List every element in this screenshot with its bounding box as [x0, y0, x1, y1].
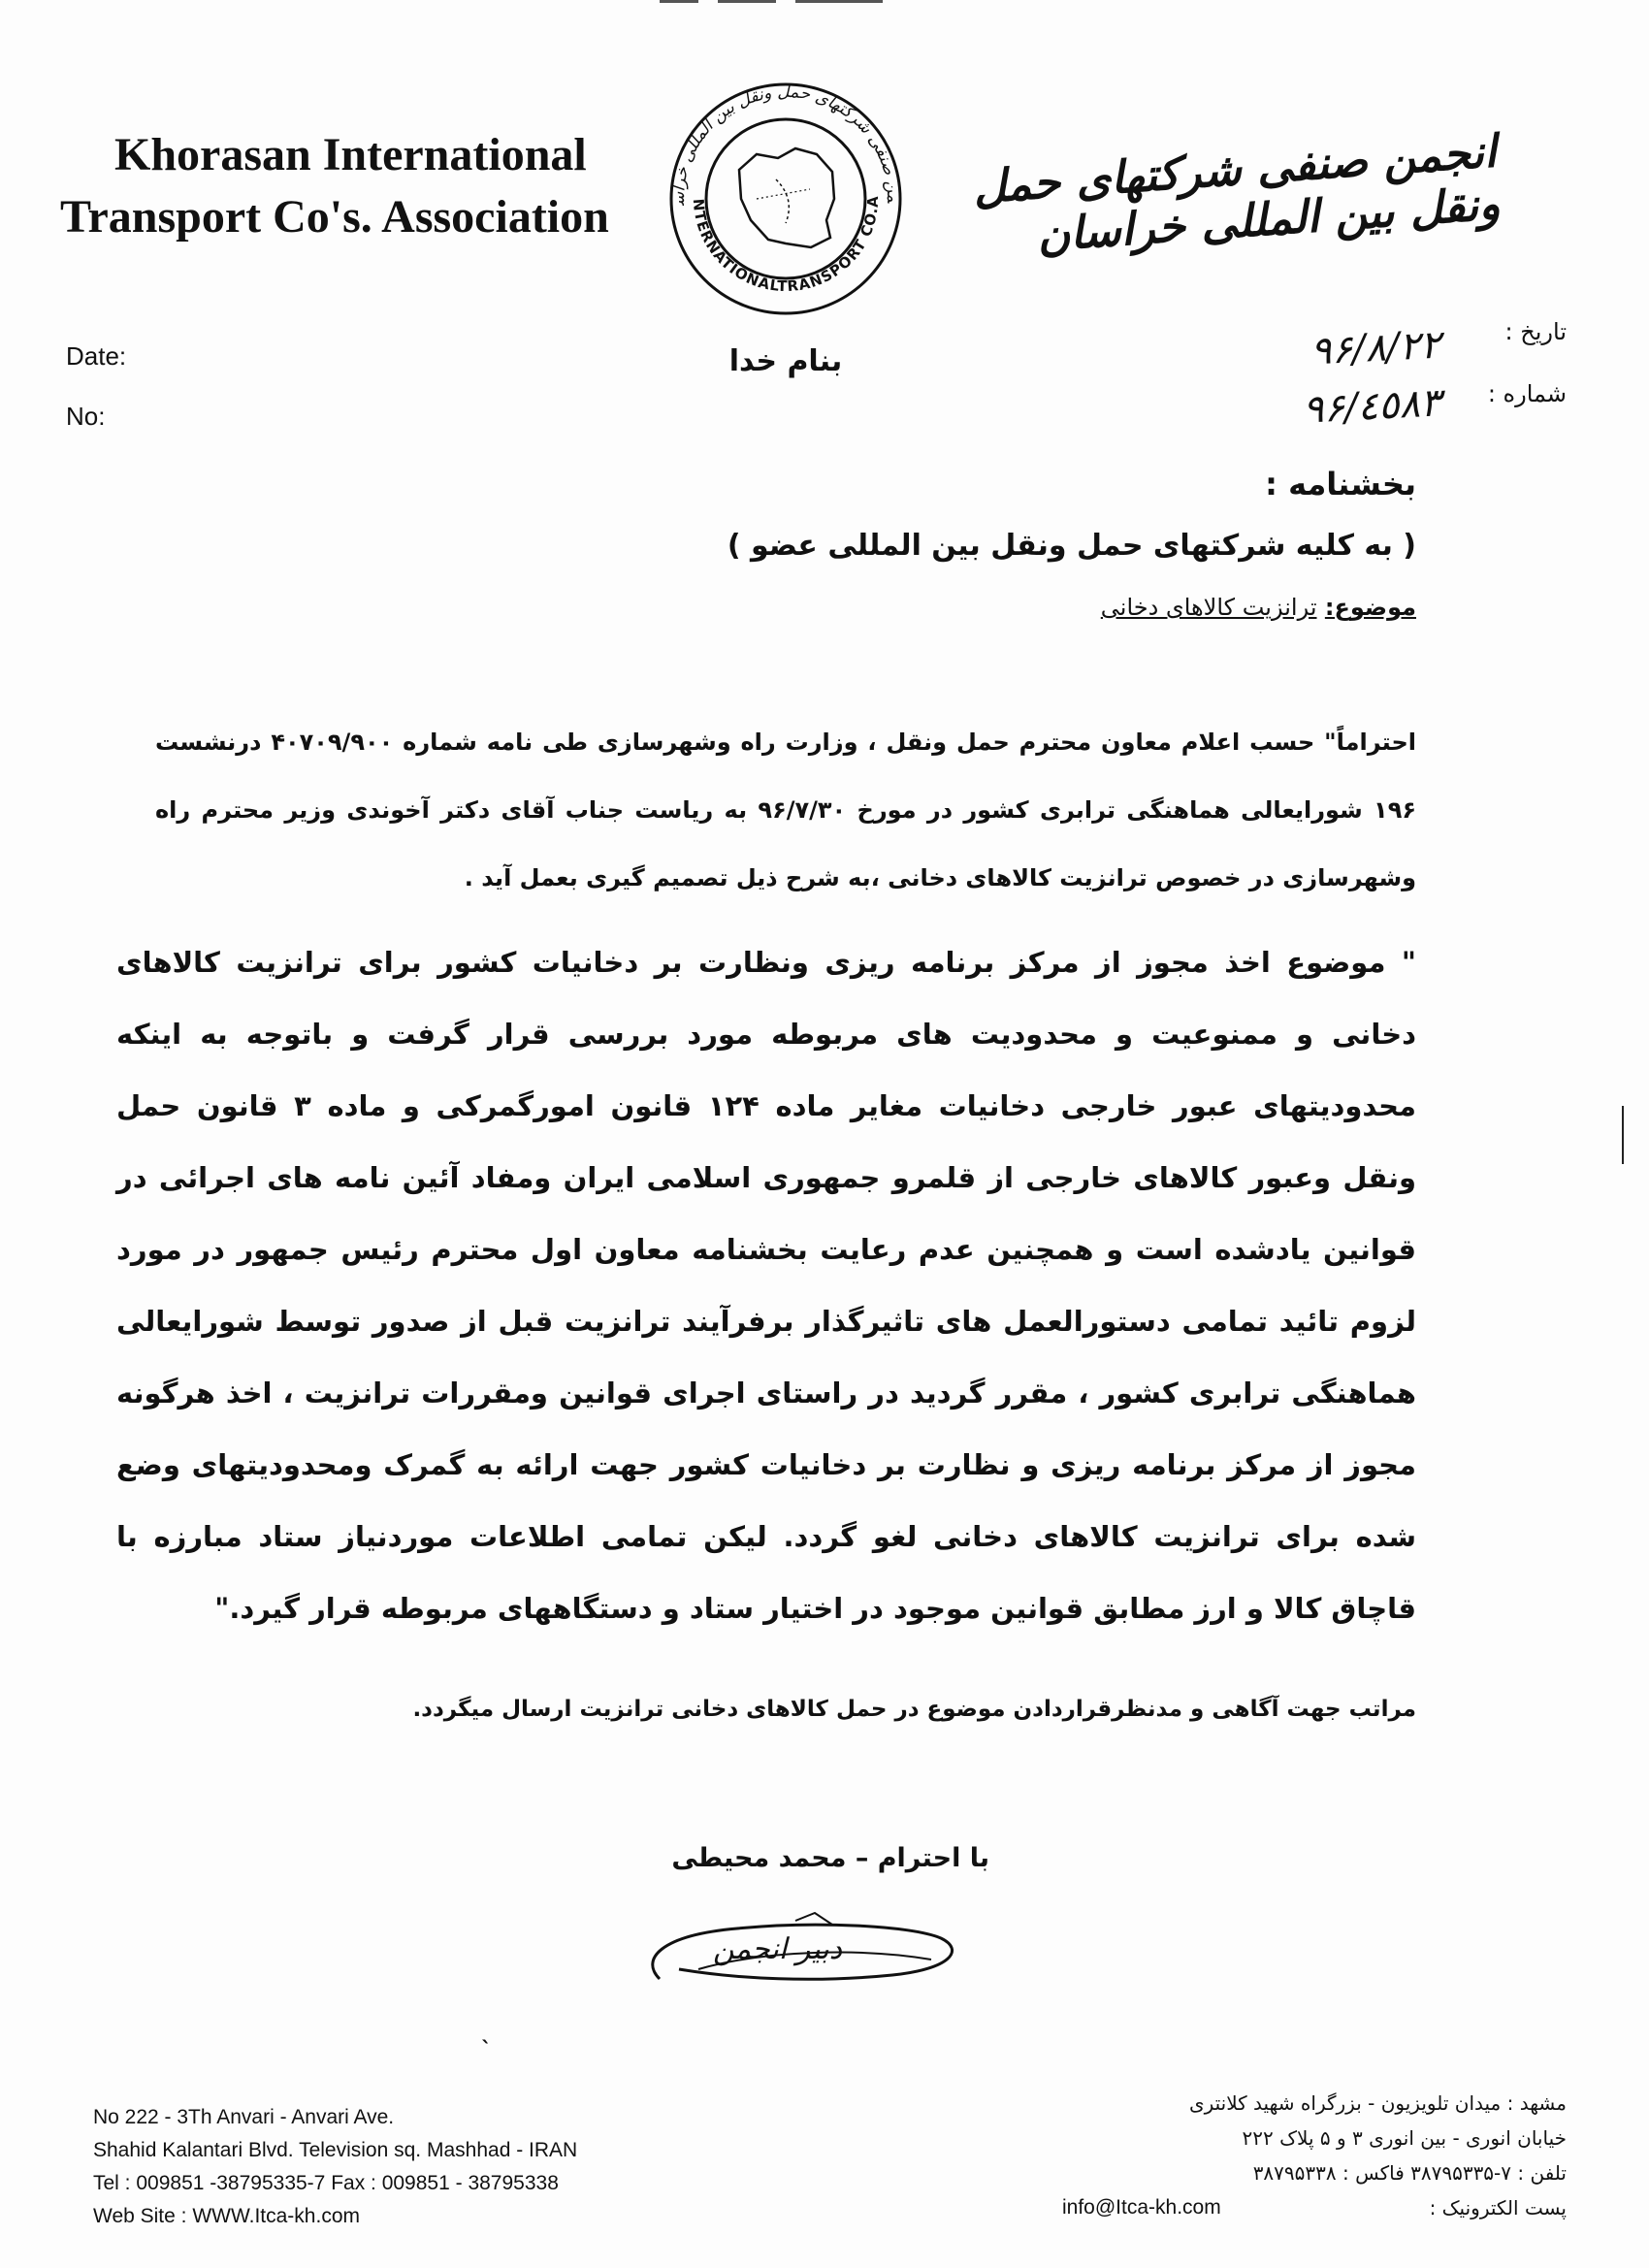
footer-website: Web Site : WWW.Itca-kh.com: [93, 2205, 360, 2227]
scan-artifact-line: [718, 0, 776, 3]
handwritten-signature-icon: [621, 1824, 989, 2018]
bismillah-heading: بنام خدا: [728, 344, 843, 378]
footer-english: [93, 2101, 577, 2233]
footer-persian: [1062, 2086, 1567, 2225]
footer-address-en-2: Shahid Kalantari Blvd. Television sq. Mashhad - IRAN: [93, 2139, 578, 2161]
letter-recipients: ( به کلیه شرکتهای حمل ونقل بین المللی عضو ): [727, 529, 1416, 563]
footer-address-en-1: No 222 - 3Th Anvari - Anvari Ave.: [93, 2106, 395, 2128]
footer-email-link[interactable]: info@Itca-kh.com: [1062, 2196, 1221, 2219]
association-name-en-line2: Transport Co's. Association: [60, 191, 609, 243]
date-label-fa: تاریخ :: [1504, 318, 1567, 345]
footer-email-row: [1062, 2190, 1567, 2225]
association-name-en-line1: Khorasan International: [114, 129, 587, 180]
scan-artifact-line: [660, 0, 698, 3]
letter-type: بخشنامه :: [1265, 466, 1416, 502]
footer-email-label: پست الکترونیک :: [1429, 2196, 1567, 2219]
stray-mark: ˎ: [481, 2020, 492, 2044]
footer-address-fa-1: مشهد : میدان تلویزیون - بزرگراه شهید کلانتری: [1188, 2091, 1567, 2115]
intro-paragraph: احتراماً" حسب اعلام معاون محترم حمل ونقل ، وزارت راه وشهرسازی طی نامه شماره ۴۰۷۰۹/۹۰۰ درنشست ۱۹۶ شورایعالی هماهنگی ترابری کشور در مورخ ۹۶/۷/۳۰ به ریاست جناب آقای دکتر آخوندی وزیر محترم راه وشهرسازی در خصوص ترانزیت کالاهای دخانی ،به شرح ذیل تصمیم گیری بعمل آید .: [155, 729, 1417, 891]
association-name-en: [60, 124, 623, 248]
association-logo-seal: [640, 53, 931, 344]
decision-paragraph: " موضوع اخذ مجوز از مرکز برنامه ریزی ونظارت بر دخانیات کشور برای ترانزیت کالاهای دخانی و ممنوعیت و محدودیت های مربوطه مورد بررسی قرار گرفت و باتوجه به اینکه محدودیتهای عبور خارجی دخانیات مغایر ماده ۱۲۴ قانون امورگمرکی و ماده ۳ قانون حمل ونقل وعبور کالاهای خارجی از قلمرو جمهوری اسلامی ایران ومفاد آئین نامه های اجرائی در قوانین یادشده است و همچنین عدم رعایت بخشنامه معاون اول محترم رئیس جمهور در مورد لزوم تائید تمامی دستورالعمل های تاثیرگذار برفرآیند ترانزیت قبل از صدور توسط شورایعالی هماهنگی ترابری کشور ، مقرر گردید در راستای اجرای قوانین ومقررات ترانزیت ، اخذ هرگونه مجوز از مرکز برنامه ریزی و نظارت بر دخانیات کشور جهت ارائه به گمرک ومحدودیتهای وضع شده برای ترانزیت کالاهای دخانی لغو گردد. لیکن تمامی اطلاعات موردنیاز ستاد مبارزه با قاچاق کالا و ارز مطابق قوانین موجود در اختیار ستاد و دستگاههای مربوطه قرار گیرد.": [116, 946, 1416, 1625]
signature-block: [621, 1824, 989, 2018]
closing-paragraph: مراتب جهت آگاهی و مدنظرقراردادن موضوع در حمل کالاهای دخانی ترانزیت ارسال میگردد.: [412, 1697, 1416, 1722]
scan-artifact-line: [795, 0, 883, 3]
logo-seal-icon: [640, 53, 931, 344]
letter-subject-line: [446, 594, 1416, 621]
footer-phone-fa: تلفن : ۷-۳۸۷۹۵۳۳۵ فاکس : ۳۸۷۹۵۳۳۸: [1252, 2161, 1567, 2185]
date-label-en: Date:: [66, 341, 127, 371]
footer-address-fa-2: خیابان انوری - بین انوری ۳ و ۵ پلاک ۲۲۲: [1242, 2126, 1567, 2150]
number-label-en: No:: [66, 402, 106, 431]
regards-line: با احترام – محمد محیطی: [671, 1843, 989, 1873]
logo-ring-text-en: NTERNATIONALTRANSPORT CO.A: [689, 194, 883, 296]
subject-text: ترانزیت کالاهای دخانی: [1100, 594, 1317, 621]
margin-mark: [1622, 1106, 1624, 1164]
number-value-handwritten: ۹۶/٤٥٨٣: [1301, 380, 1442, 433]
logo-ring-text-fa: من صنفی شرکتهای حمل ونقل بین المللی خراس: [668, 81, 903, 207]
footer-phone-en: Tel : 009851 -38795335-7 Fax : 009851 - 38795338: [93, 2172, 559, 2194]
association-name-fa: انجمن صنفی شرکتهای حمل ونقل بین المللی خراسان: [971, 124, 1503, 262]
subject-label: موضوع:: [1324, 594, 1416, 621]
signature-title: دبیر انجمن: [713, 1932, 843, 1966]
number-label-fa: شماره :: [1487, 380, 1567, 407]
date-value-handwritten: ۹۶/۸/۲۲: [1309, 322, 1442, 374]
